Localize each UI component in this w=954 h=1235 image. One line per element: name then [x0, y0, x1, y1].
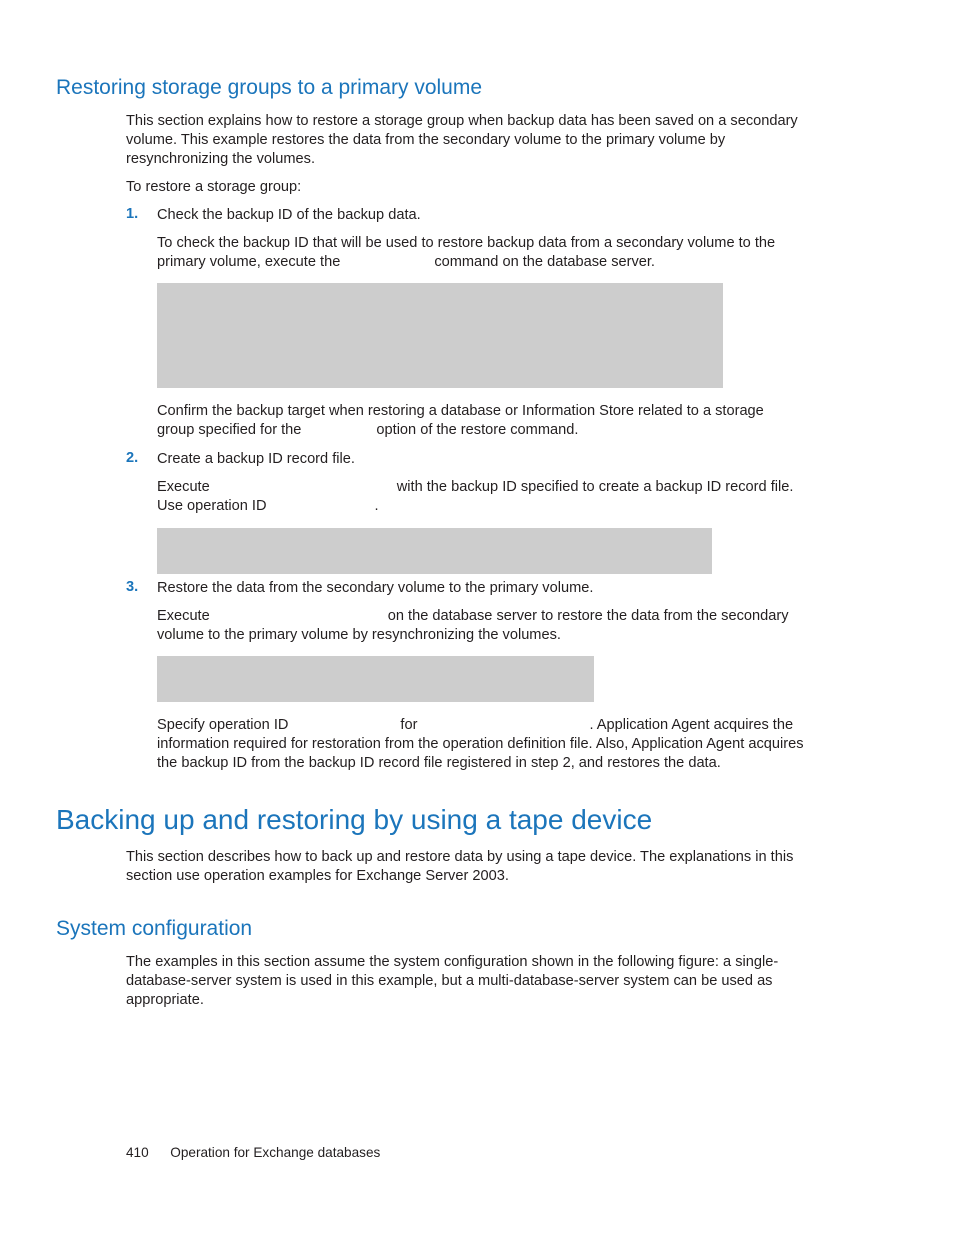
chapter-title: Operation for Exchange databases [170, 1145, 381, 1160]
step-1-text-a: To check the backup ID that will be used to restore backup data from a secondary volume to the primary volume, execute the [157, 235, 776, 270]
step-3-text [157, 607, 805, 645]
restoring-lead: To restore a storage group: [126, 179, 302, 195]
step-3-after-a: Specify operation ID [157, 717, 289, 733]
restoring-intro: This section explains how to restore a storage group when backup data has been saved on a secondary volume. This example restores the data from the secondary volume to the primary volume by resynchronizing the volumes. [126, 113, 798, 167]
step-3-after-b: for [400, 717, 418, 733]
step-3-after-c: . Application Agent acquires the information required for restoration from the operation definition file. Also, Application Agent acquires the backup ID from the backup ID record file registered in step 2, and restores the data. [157, 717, 804, 771]
step-2-text-a: Execute [157, 479, 210, 495]
step-1-text [157, 234, 805, 272]
step-3-title: Restore the data from the secondary volume to the primary volume. [157, 580, 594, 596]
step-1-title: Check the backup ID of the backup data. [157, 207, 421, 223]
code-block-step-1 [157, 283, 723, 388]
step-3-after [157, 716, 805, 773]
section-title-restoring: Restoring storage groups to a primary volume [56, 76, 483, 99]
step-2-text-c: . [374, 498, 379, 514]
page-footer [126, 1145, 380, 1160]
step-1-number: 1. [126, 206, 139, 222]
sysconfig-intro: The examples in this section assume the system configuration shown in the following figure: a single-database-server system is used in this example, but a multi-database-server system can be used as appropriate. [126, 954, 779, 1008]
step-3-number: 3. [126, 579, 139, 595]
code-block-step-2 [157, 528, 712, 574]
step-3-text-a: Execute [157, 608, 210, 624]
tape-intro: This section describes how to back up and restore data by using a tape device. The explanations in this section use operation examples for Exchange Server 2003. [126, 849, 794, 884]
page-number: 410 [126, 1145, 149, 1160]
step-1-text-b: command on the database server. [434, 254, 655, 270]
step-2-text-b: with the backup ID specified to create a backup ID record file. Use operation ID [157, 479, 794, 514]
step-2-number: 2. [126, 450, 139, 466]
step-2-title: Create a backup ID record file. [157, 451, 355, 467]
step-1-after-b: option of the restore command. [376, 422, 579, 438]
section-title-sysconfig: System configuration [56, 917, 253, 940]
section-title-tape: Backing up and restoring by using a tape device [56, 804, 653, 835]
step-3-text-b: on the database server to restore the data from the secondary volume to the primary volume by resynchronizing the volumes. [157, 608, 789, 643]
code-block-step-3 [157, 656, 594, 702]
step-2-text [157, 478, 805, 516]
step-1-after [157, 402, 805, 440]
step-1-after-a: Confirm the backup target when restoring a database or Information Store related to a storage group specified for the [157, 403, 764, 438]
